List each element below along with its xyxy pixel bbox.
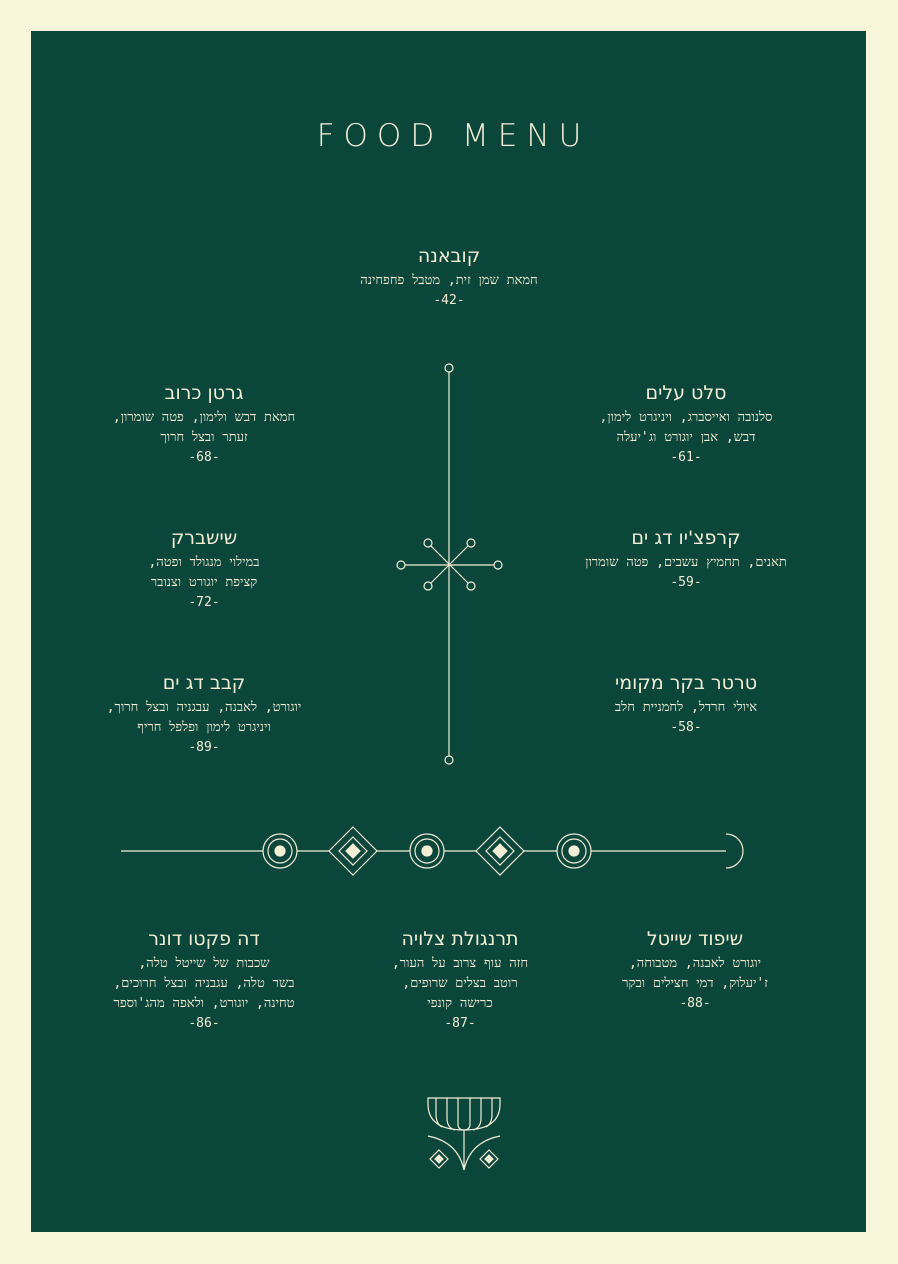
item-price: -42- <box>433 293 465 308</box>
flower-ornament-icon <box>428 1098 500 1170</box>
item-price: -87- <box>444 1016 476 1031</box>
item-description: סלנובה ואייסברג, ויניגרט לימון, דבש, אבן יוגורט וג'יעלה <box>599 410 773 445</box>
item-description: איולי חרדל, לחמניית חלב <box>614 700 758 715</box>
item-price: -86- <box>188 1016 220 1031</box>
item-name: תרנגולת צלויה <box>401 928 519 950</box>
item-price: -88- <box>679 996 711 1011</box>
item-description: חמאת שמן זית, מטבל פחפחינה <box>360 273 538 288</box>
item-price: -59- <box>670 575 702 590</box>
item-name: טרטר בקר מקומי <box>614 672 758 694</box>
item-description: חזה עוף צרוב על העור, רוטב בצלים שרופים, כרישה קונפי <box>391 956 529 1011</box>
item-name: קבב דג ים <box>162 672 246 694</box>
item-price: -58- <box>670 720 702 735</box>
item-description: שכבות של שייטל טלה, בשר טלה, עגבניה ובצל חרוכים, טחינה, יוגורט, ולאפה מהג'וספר <box>113 956 295 1011</box>
item-name: קרפצ'יו דג ים <box>631 527 741 549</box>
item-description: במילוי מנגולד ופטה, קציפת יוגורט וצנובר <box>148 555 260 590</box>
item-price: -72- <box>188 595 220 610</box>
item-description: יוגורט, לאבנה, עבגניה ובצל חרוך, ויניגרט לימון ופלפל חריף <box>106 700 302 735</box>
item-name: גרטן כרוב <box>164 382 244 404</box>
item-name: קובאנה <box>417 245 481 267</box>
item-name: שישברק <box>170 527 238 549</box>
item-price: -61- <box>670 450 702 465</box>
item-price: -68- <box>188 450 220 465</box>
item-name: סלט עלים <box>645 382 727 404</box>
item-name: דה פקטו דונר <box>148 928 260 950</box>
divider-ornament-icon <box>121 827 743 875</box>
item-description: תאנים, תחמיץ עשבים, פטה שומרון <box>585 555 787 570</box>
center-ornament-icon <box>397 364 502 764</box>
item-name: שיפוד שייטל <box>646 928 744 950</box>
item-price: -89- <box>188 740 220 755</box>
page-title: FOOD MENU <box>316 118 591 154</box>
item-description: יוגורט לאבנה, מטבוחה, ז'יעלוק, דמי חצילים ובקר <box>622 956 768 991</box>
item-description: חמאת דבש ולימון, פטה שומרון, זעתר ובצל חרוך <box>112 410 296 445</box>
